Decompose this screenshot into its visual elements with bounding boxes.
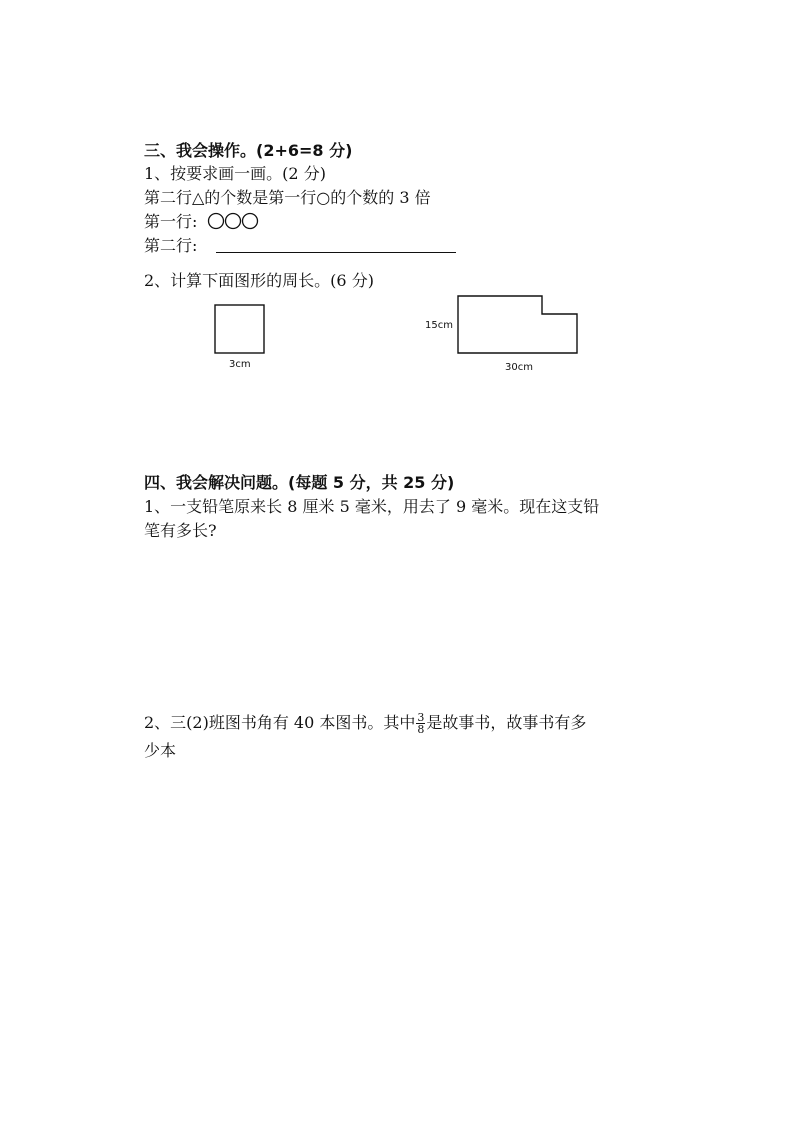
question-4-1-line-2: 笔有多长? [144, 521, 217, 540]
circle-icon [208, 214, 223, 229]
row-1 [144, 211, 267, 236]
question-4-2-text-before: 2、三(2)班图书角有 40 本图书。其中 [144, 713, 416, 732]
fraction-numerator: 3 [417, 711, 425, 724]
fraction-denominator: 8 [417, 723, 425, 736]
fraction [416, 712, 425, 735]
question-4-2-line-2: 少本 [144, 741, 177, 760]
question-4-2-text-after: 是故事书，故事书有多 [426, 713, 587, 732]
row-2-answer-line[interactable] [216, 252, 456, 253]
composite-shape-figure [456, 294, 582, 356]
composite-shape [458, 296, 577, 353]
square-side-label: 3cm [229, 359, 251, 370]
question-4-1-line-1: 1、一支铅笔原来长 8 厘米 5 毫米，用去了 9 毫米。现在这支铅 [144, 497, 600, 516]
section-3-heading: 三、我会操作。(2+6=8 分) [144, 141, 353, 160]
circle-icon [242, 214, 257, 229]
row-2-label: 第二行: [144, 236, 198, 255]
circles-icon [207, 212, 267, 230]
question-3-1-rule: 第二行△的个数是第一行○的个数的 3 倍 [144, 188, 431, 207]
question-4-2-line-1 [144, 712, 586, 735]
section-4-heading: 四、我会解决问题。(每题 5 分，共 25 分) [144, 473, 455, 492]
question-3-1-title: 1、按要求画一画。(2 分) [144, 164, 326, 183]
row-1-label: 第一行: [144, 212, 198, 231]
row-1-circles [207, 212, 267, 236]
square-shape [215, 305, 264, 353]
circle-icon [225, 214, 240, 229]
shape-side-label: 15cm [425, 320, 453, 331]
question-3-2-title: 2、计算下面图形的周长。(6 分) [144, 271, 374, 290]
shape-bottom-label: 30cm [505, 362, 533, 373]
square-figure [214, 304, 266, 356]
